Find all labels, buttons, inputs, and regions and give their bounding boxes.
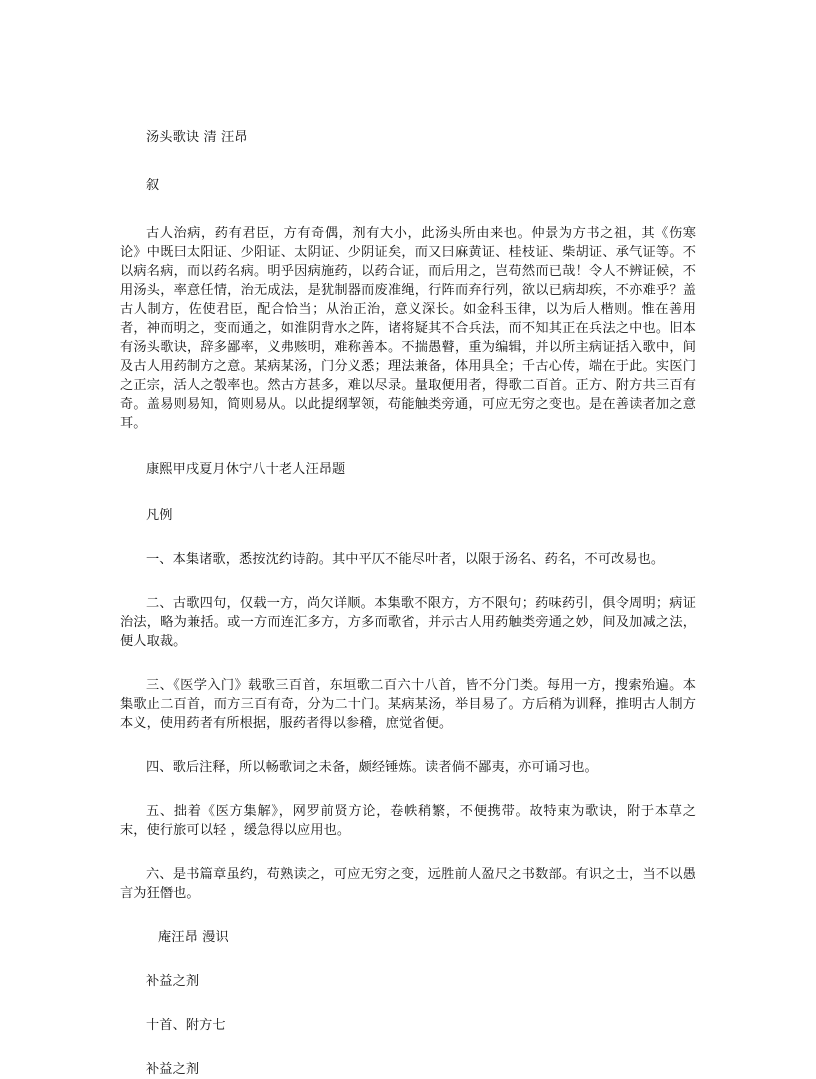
section-heading-preface: 叙	[146, 178, 160, 193]
rule-item-2: 二、古歌四句，仅载一方，尚欠详顺。本集歌不限方，方不限句；药味药引，俱令周明；病证治法，略为兼括。或一方而连汇多方，方多而歌省，并示古人用药触类旁通之妙，间及加减之法，便人取裁。	[120, 596, 696, 649]
rule-item-6: 六、是书篇章虽约，苟熟读之，可应无穷之变，远胜前人盈尺之书数部。有识之士，当不以愚言为狂僭也。	[120, 867, 696, 901]
rule-item-4: 四、歌后注释，所以畅歌词之未备，颇经锤炼。读者倘不鄙夷，亦可诵习也。	[146, 760, 598, 775]
section-heading-tonic-repeat: 补益之剂	[146, 1062, 200, 1077]
rule-item-1: 一、本集诸歌，悉按沈约诗韵。其中平仄不能尽叶者，以限于汤名、药名，不可改易也。	[146, 552, 665, 567]
rules-signature: 庵汪昂 漫识	[158, 930, 229, 945]
preface-paragraph: 古人治病，药有君臣，方有奇偶，剂有大小，此汤头所由来也。仲景为方书之祖，其《伤寒论》中既曰太阳证、少阳证、太阴证、少阴证矣，而又曰麻黄证、桂枝证、柴胡证、承气证等。不以病名病，而以药名病。明乎因病施药，以药合证，而后用之，岂苟然而已哉！令人不辨证候，不用汤头，率意任情，治无成法，是犹制器而废准绳，行阵而弃行列，欲以已病却疾，不亦难乎？盖古人制方，佐使君臣，配合恰当；从治正治，意义深长。如金科玉律，以为后人楷则。惟在善用者，神而明之，变而通之，如淮阴背水之阵，诸将疑其不合兵法，而不知其正在兵法之中也。旧本有汤头歌诀，辞多鄙率，义弗赅明，难称善本。不揣愚瞽，重为编辑，并以所主病证括入歌中，间及古人用药制方之意。某病某汤，门分义悉；理法兼备，体用具全；千古心传，端在于此。实医门之正宗，活人之彀率也。然古方甚多，难以尽录。量取便用者，得歌二百首。正方、附方共三百有奇。盖易则易知，简则易从。以此提纲挈领，苟能触类旁通，可应无穷之变也。是在善读者加之意耳。	[120, 226, 696, 431]
section-heading-rules: 凡例	[146, 508, 173, 523]
section-count: 十首、附方七	[146, 1018, 226, 1033]
rule-item-5: 五、拙着《医方集解》，网罗前贤方论，卷帙稍繁，不便携带。故特束为歌诀，附于本草之末，使行旅可以轻 ，缓急得以应用也。	[120, 804, 696, 838]
preface-signature: 康熙甲戌夏月休宁八十老人汪昂题	[146, 462, 346, 477]
document-page	[120, 128, 696, 1079]
section-heading-tonic: 补益之剂	[146, 974, 200, 989]
document-title: 汤头歌诀 清 汪昂	[146, 130, 248, 145]
rule-item-3: 三、《医学入门》载歌三百首，东垣歌二百六十八首，皆不分门类。每用一方，搜索殆遍。本集歌止二百首，而方三百有奇，分为二十门。某病某汤，举目易了。方后稍为训释，推明古人制方本义，使用药者有所根据，服药者得以参稽，庶觉省便。	[120, 678, 696, 731]
